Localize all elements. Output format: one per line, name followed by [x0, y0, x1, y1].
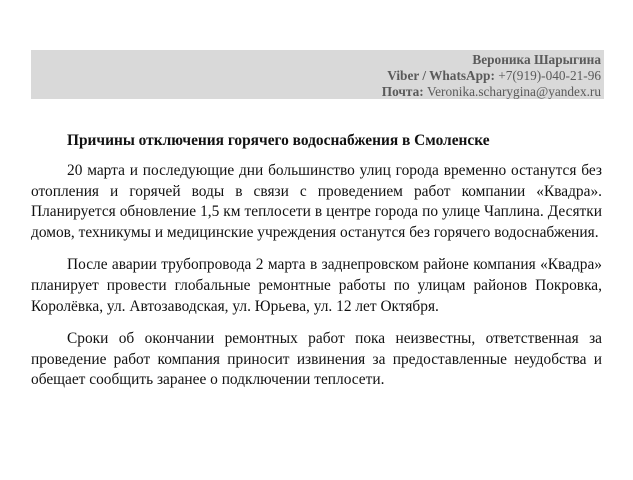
phone-label: Viber / WhatsApp: — [387, 68, 495, 83]
article-body — [31, 130, 602, 403]
mail-value[interactable]: Veronika.scharygina@yandex.ru — [427, 84, 601, 99]
phone-value[interactable]: +7(919)-040-21-96 — [498, 68, 601, 83]
article-paragraph: После аварии трубопровода 2 марта в заднепровском районе компания «Квадра» планирует провести глобальные ремонтные работы по улицам районов Покровка, Королёвка, ул. Автозаводская, ул. Юрьева, ул. 12 лет Октября. — [31, 256, 602, 315]
article-paragraph: 20 марта и последующие дни большинство улиц города временно останутся без отопления и горячей воды в связи с проведением работ компании «Квадра». Планируется обновление 1,5 км теплосети в центре города по улице Чаплина. Десятки домов, техникумы и медицинские учреждения останутся без горячего водоснабжения. — [31, 162, 602, 241]
contact-header — [31, 50, 604, 99]
mail-label: Почта: — [381, 84, 424, 99]
contact-phone-line — [31, 68, 601, 84]
contact-name: Вероника Шарыгина — [472, 52, 601, 67]
contact-mail-line — [31, 84, 601, 100]
article-title: Причины отключения горячего водоснабжения в Смоленске — [67, 132, 490, 149]
contact-name-line — [31, 52, 601, 68]
article-paragraph: Сроки об окончании ремонтных работ пока неизвестны, ответственная за проведение работ компания приносит извинения за предоставленные неудобства и обещает сообщить заранее о подключении теплосети. — [31, 330, 602, 389]
